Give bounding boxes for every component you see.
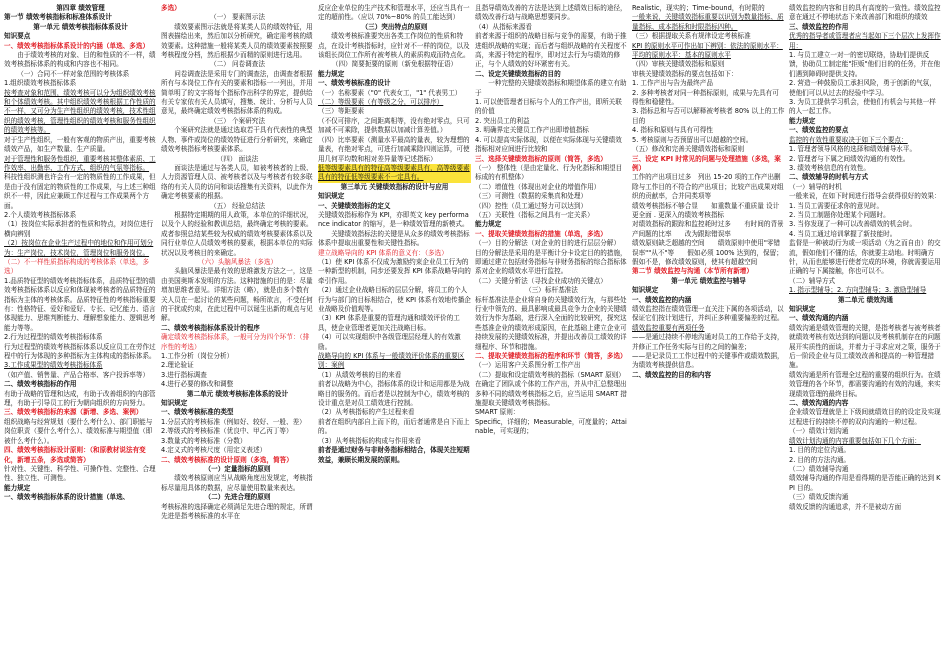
text-line: （六）头脑风暴法（多选） (197, 257, 278, 266)
text-line: （三）根据提取关系有规律设定考核标准 (632, 32, 751, 41)
text-line: 由于绩效考核的对象、目的和性质的不一样，绩效考核指标体系的构成和内容也不相同。 (4, 51, 156, 69)
text-line: 2. 营造一种鼓励员工承担风险，勇于创新的气氛，使他们可以从过去的经验中学习。 (789, 79, 936, 97)
text-line: 一般来说，在如下时间进行指导会获得很好的效果： (789, 192, 941, 201)
text-line: 科技性组织测也许会有一定的物质性的工作成果，但是由于没有固定的物质性的工作成果，与上述三种组织不一样，因此应兼顾工作过程与工作成果两个方面。 (4, 173, 156, 210)
text-line: Realistic，现实的；Time-bound，有时限的 (632, 4, 765, 12)
text-line: （一）定量指标的原则 (204, 464, 271, 473)
text-line: 二、绩效考核标准的设计原则（多选，简答） (161, 455, 293, 464)
text-line: 反应企业单位的生产技术和管理水平，还应当具有一定的超前性。（应以 70%~80% 的员工能达到） (318, 4, 470, 22)
text-line: 第二单元 绩效考核标准体系的设计 (186, 389, 289, 398)
text-line: 能力规定 (789, 116, 816, 125)
text-line: 二、绩效考核指标体系设计的程序 (161, 323, 260, 332)
text-line: ——是通过持续不停地沟通对员工的工作给予支持，并修正工作任务实际与目的之间的偏差； (632, 333, 784, 351)
text-line: 对于生产性组织，一般有客观的物质产出，重要考核绩效产品，如生产数量、生产质量。 (4, 135, 156, 154)
text-line: 4. 可以提高实际体现，以便在实际体现与关键绩效指标相对应间进行比较和 (475, 135, 622, 154)
text-line: 战略导向的 KPI 体系与一般绩效评价体系的重要区别：案例 (318, 352, 465, 370)
text-line: 关键绩效指标称作为 KPI，亦即英文 key performance indicator 的缩写，是一种绩效管理的新模式。 (318, 210, 469, 229)
text-line: 标杆基准法是企业将自身的关键绩效行为，与那些处行业中领先的、最具影响成最具竞争力企业的关键绩效行为作为基础，进行深入全面的比较研究，探究这些基准企业的绩效形成原因，在此基础上建立企业可持续发展的关键绩效标准，并提出改善员工绩效的详细程序、环节和措施。 (475, 295, 627, 351)
text-line: 一、绩效监控的内涵 (632, 295, 692, 304)
text-line: 绩效要素图示法就是将某类人员的绩效特征，用图表描绘出来，然后加以分析研究，确定需考核的绩效要素。这种措施一般将某类人员的绩效要素按照要考核程度分档，然后根据少而精的原则进行选用。 (161, 22, 313, 60)
text-line: （四） 面谈法 (216, 154, 259, 163)
text-line: （3）KPI 体系是重要的管理沟通和绩效评价的工具，使企业管理者更加关注战略目标。 (318, 314, 460, 332)
text-line: 3.进行指标调查 (161, 370, 207, 379)
text-line: 工作的产出项目过多 列出 15-20 项的工作产出删除与工作目的不符合的产出项目；比较产出成果对组织的贡献率，合并同类项等 (632, 173, 784, 201)
text-line: 1.工作分析（岗位分析） (161, 352, 234, 361)
text-line: 考核标准的选择确定必须满足先进合理的规定，所谓先进是指考核标准的水平在 (161, 502, 313, 520)
text-line: 1. 管理者领导风格的选择和绩效辅导水平。 (789, 145, 917, 154)
text-line: 行为过程型的绩效考核指标体系以反应员工在劳作过程中的行为体现的多种指标为主体构成的指标体系。 (4, 342, 156, 361)
text-line: （三）绩效反馈沟通 (789, 493, 849, 502)
text-line: （一）绩效计划沟通 (789, 427, 849, 436)
text-line: （一）名称要素（"0" 代表女工，"1" 代表男工） (318, 88, 462, 97)
text-line: （一）合同不一样对象范围的考核体系 (17, 69, 130, 78)
text-line: 知识规定 (161, 399, 188, 408)
text-line: 针对性、关键性、科学性、可操作性、完整性、合理性、独立性、可测性。 (4, 464, 156, 483)
column-6 (789, 4, 942, 670)
text-line: 绩效考核标准要突出各类工作岗位的性质和特点，在设计考核指标时，应针对不一样的岗位，以及该组长岗位工作所有被考核人的素质构成而特点化。 (318, 32, 470, 60)
text-line: 绩效反馈的沟通追求，并不是被动方面 (789, 502, 902, 511)
text-line: 知识要点 (4, 32, 31, 41)
text-line: 2. 突出员工的利益 (475, 116, 530, 125)
text-line: （二）等级要素（有等级之分，可以排序） (318, 98, 444, 107)
text-line: 2. 管理者与下属之间绩效沟通的有效性。 (789, 154, 910, 163)
text-line: 有助于战略的管理和达成，有助于改善组织的内部管理，有助于引导员工的行为朝向组织的方向努力。 (4, 389, 156, 408)
text-line: 3. 明确界定关键员工作产出即增值指标 (475, 126, 589, 135)
text-line: 一般来说，关键绩效指标重要以识别为数量指标、质量指标、成本指标和时限指标四种。 (632, 13, 784, 31)
text-line: 企业绩效管理就是上下级间就绩效目的的设定及实现过程进行的持续不停的双向沟通的一种过程。 (789, 408, 941, 426)
text-line: 绩效原则缺乏超越的空间 绩效原则中使用"零错误率""从不"等 假如必须 100% 达到的，保留；假如不是，修改绩效原则，使其有超越空间 (632, 239, 783, 266)
text-line: 面谈法是通过与各类人员，如被考核者的上级、人力资源管理人员、被考核者以及与考核者有较多联络的有关人员的访问和谈话搜集有关资料，以此作为确定考核要素的根据。 (161, 163, 313, 201)
text-line: （三）标杆基准法 (525, 286, 578, 295)
text-line: （2）从考核指标的产生过程来看 (318, 408, 415, 417)
text-line: 3. 绩效考核信息的有效性。 (789, 163, 870, 172)
text-line: 监督是一种被动行为或一项活动（为之而自由）的交流，假如他们不懂的话，你就要主动地。时明确方针，从而也能够进行使者完成的环境，你就需要运用正确的与下属接触，你也可以不。 (789, 239, 941, 276)
text-line: 三、绩效考核指标的来源（新增、多选、案例） (4, 408, 143, 417)
text-line: 问卷调查法是采用专门的调查法，由调查者根据所有与本岗位工作有关的要素和指标一一列出，并用简单明了的文字将每个指标作出科学的界定，提供给有关专家依有关人员填写，搜集、统计、分析与人员意见，最终确定绩效考核指标体系的构成。 (161, 69, 313, 116)
text-line: 1.组织绩效考核指标体系 (4, 79, 77, 88)
text-line: （二）不一样性质指标构成的考核体系（单选，多选） (4, 257, 150, 276)
column-5 (632, 4, 785, 670)
text-line: （1）按岗位实际承担者的性质和特点，对岗位进行横向辨别 (4, 220, 154, 238)
text-line: （三）突出特点的原则 (361, 22, 428, 31)
text-line: 第四章 绩效管理 (56, 4, 105, 12)
text-line: 且指导绩效改善的方法是达到上述绩效目标的途径，绩效改善行动与战略思想要同步。 (475, 4, 627, 22)
text-line: 绩效考核原则应当从战略角度出发规定，考核指标尽量用具体的数据，应尽量使用数量来表达。 (161, 474, 313, 492)
text-line: （三）可测性（数据的采集真和处理） (475, 192, 588, 201)
text-line: 一、绩效考核标准的设计 (318, 79, 391, 88)
text-line: （二）关键分析法（寻找企业成功的关键点） (475, 276, 607, 285)
text-line: 绩效监控指在绩效管理一直关注下属的各项活动，以保证它们按计划进行，并纠正多种重要偏差的过程。 (632, 305, 784, 323)
text-line: （1）使 KPI 体系不仅成为激励约束企业员工行为的一种新型的机制，同步还要发挥 KPI 体系战略导向的牵引作用。 (318, 257, 471, 285)
text-line: 能力规定 (475, 220, 502, 229)
text-line: 1. 工作产出与告为最终产品 (632, 79, 713, 88)
text-line: 审核关键绩效指标的要点包括如下： (632, 69, 738, 78)
text-line: 三、设定 KPI 时常见的问题与处理措施（多选，案例） (632, 154, 781, 172)
text-line: 关键绩效指标法的关键是从众多的绩效考核指标体系中提取出重要性和关键性指标。 (318, 229, 470, 248)
text-line: （四）简要扼要的原则（新免根据特征语） (331, 60, 458, 69)
text-line: 第一单元 绩效监控与辅导 (671, 276, 746, 285)
text-line: 3.工作成果型的绩效考核指标体系 (4, 361, 103, 370)
text-line: 1.品质特征型的绩效考核指标体系，品质特征型的绩效考核指标体系以反应和体现被考核者的品质特征的指标为主体的考核体系。品质特征性的考核指标重要有：性格特征、爱好和爱好、专长、记忆能力、语言体现能力、思维判断能力、理解想象能力、逻辑思考能力等等。 (4, 276, 156, 332)
text-line: （五） 经验总结法 (210, 201, 265, 210)
text-line: 在确定了团队或个体的工作产出，并从中汇总整理出多种不同的绩效考核指标之后，应当运用 SMART 措施提取关键绩效考核指标。 (475, 380, 627, 408)
text-line: 四、绩效考核指标设计原则：（和原教材说法有变化，新增五条，多选或简答） (4, 446, 146, 464)
text-line: 1. 目的的定位沟通。 (789, 446, 851, 455)
text-line: （二）绩效辅导沟通 (789, 464, 849, 473)
text-line: 对于管理性和服务性组织，重要考核其整体素质、工作效率、出勤率、工作方式、组织的气氛等指标。 (4, 154, 156, 172)
text-line: 一、绩效考核指标体系设计的内涵（单选、多选） (4, 41, 150, 50)
text-line: （2）通过企业战略目标的层层分解，将员工的个人行为与部门的目标相结合，使 KPI 体系有效地传播企业战略及价值观等。 (318, 286, 471, 313)
text-line: （2）按岗位在企业生产过程中的地位和作用可划分为：生产岗位，技术岗位，管理岗位和服务岗位。 (4, 239, 154, 257)
text-line: 能力规定 (4, 483, 31, 492)
text-line: （二） 问卷调查法 (210, 60, 265, 69)
text-line: 3. 指标总和与否可以解释被考核者 80% 以上的工作目的 (632, 107, 785, 125)
text-line: 2.行为过程型的绩效考核指标体系 (4, 333, 103, 342)
text-line: 4. 当员工通过培训掌握了新技能时。 (789, 229, 897, 238)
text-line: 绩效沟通是所有管理全过程的重要的组织行为。在绩效管理的各个环节，都需要沟通的有效的沟通，来实现绩效管理的最终目标。 (789, 370, 941, 398)
text-line: （一）目的分解法（对企业的目的进行层层分解） (475, 239, 621, 248)
text-line: KPI 的原则水平可作出如下辨别：依法的原则水平：平均的原则水平：基本的原则水平 (632, 41, 783, 60)
text-line: 一、绩效考核标准的类型 (161, 408, 234, 417)
text-line: 第二节 绩效监控与沟通（本节所有新增） (632, 267, 753, 276)
text-line: 个案研究法就是通过选取若干具有代表性的典型人物、事件或岗位的绩效特征进行分析研究，来确定绩效考核指标考核要素体系。 (161, 126, 313, 154)
text-line: 3. 当你发现了一种可以改善绩效的机会时。 (789, 220, 917, 229)
text-line: （五）修改和完善关键绩效指标和原则 (632, 145, 745, 154)
text-line: （四）控性（员工通过努力可以达到） (475, 201, 588, 210)
text-line: 第二单元 绩效沟通 (837, 295, 894, 304)
text-line: 2.个人绩效考核指标体系 (4, 210, 77, 219)
text-line: 优秀的指导者或管理者应当起如下三个层次上发挥作用： (789, 32, 941, 50)
text-line: （四）比率要素（测量水平最高的量表，较为理想的量表，有绝对零点，可进行加减乘除四则运算，可使用几何平均数和相对差异量等记述指标） (318, 135, 470, 163)
text-line: 第一节 绩效考核指标和标准体系设计 (4, 13, 112, 22)
text-line: （三）等距要素 (318, 107, 365, 116)
text-line: 多选） (161, 4, 181, 12)
text-line: （二）增值性（体现出对企业的增值作用） (475, 182, 601, 191)
text-line: （4）可以实现组织中各级管理层经理人的有效激励。 (318, 333, 461, 351)
text-line: 4. 指标和原则与具有可得性 (632, 126, 713, 135)
text-line: 1. 当员工需要征求你的意见时。 (789, 201, 884, 210)
text-line: 组织战略与经营规划（要什么考什么）、部门职能与岗位职责（要什么考什么）、绩效标准与期望值（即被什么考什么）。 (4, 417, 153, 445)
text-line: 二、绩效辅导的时机与方式 (789, 173, 869, 182)
text-line: 2. 目的的方法沟通。 (789, 455, 851, 464)
text-line: 1. 与员工建立一对一的密切联络，协助们提供反馈，协助员工制定能"拒贩"他们目的的任务，并在他们遇到障碍时提供支持。 (789, 51, 941, 78)
column-1 (4, 4, 157, 670)
text-line: 4.进行必要的修改和调整 (161, 380, 234, 389)
text-line: 2.理论验证 (161, 361, 194, 370)
text-line: 前者以战略为中心，指标体系的设计和运用都是为战略目的服务的。而后者是以控制为中心，绩效考核的设计重点是对员工绩效进行控制。 (318, 380, 470, 408)
text-line: 绩效考核指标不够合显 如重数量不重质量 设计更全面 . 更深入的绩效考核指标 (632, 201, 780, 219)
text-line: （一） 整体性（是由定量化、行为化指标和期望目标成的有机整体） (475, 163, 623, 182)
text-line: 一、绩效沟通的内涵 (789, 314, 849, 323)
text-line: （二）先进合理的原则 (204, 493, 271, 502)
column-2 (161, 4, 314, 670)
text-line: Specific，详细的；Measurable，可度量的；Attainable，可实现的； (475, 417, 627, 436)
text-line: 二、绩效监控的目的和内容 (632, 370, 712, 379)
text-line: 第三单元 关键绩效指标的设计与应用 (340, 182, 449, 191)
text-line: 一、绩效考核指标体系的设计措施（单选、 (4, 493, 130, 502)
text-line: 前者是通过财务与非财务指标相结合，体现关注短期效益，兼顾长期发展的原则。 (318, 446, 470, 464)
text-line: 绩效监控的内容和目的具有高度的一致性。绩效监控意在通过不停地状态下来改善部门和组织的绩效 (789, 4, 941, 22)
text-line: 一、关键绩效指标的定义 (318, 201, 391, 210)
column-3 (318, 4, 471, 670)
text-line: 绩效计划沟通的内容重要包括如下几个方面： (789, 436, 921, 445)
text-line: 2.等级式的考核标准（优良中、甲乙丙丁等） (161, 427, 293, 436)
text-line: （一）运用客户关系图分析工作产出 (475, 361, 581, 370)
text-line: 绩效沟通是绩效管理的关键，是指考核者与被考核者就绩效考核有效达到的问题以及考核机制存在的问题展开实质性的面谈，并着力于寻求应对之策，服务于后一阶段企业与员工绩效改善和提高的一种管理措施。 (789, 323, 941, 370)
text-line: 二、设定关键绩效指标的目的 (475, 69, 561, 78)
text-line: 二、提取关键绩效指标的程序和环节（简答，多选） (475, 352, 627, 361)
text-line: 第一单元 绩效考核指标体系设计 (33, 22, 128, 31)
text-line: 对绩效指标的跟踪和监控耗时过多 有时间的背景产间题的比率 改为跟踪错误率 (632, 220, 784, 238)
text-line: （三） 个案研究法 (210, 116, 265, 125)
text-line: 绩效监控重要有两项任务 (632, 323, 705, 332)
text-line: 确定绩效考核指标体系，一般可分为四个环节：（排序性的考选） (161, 333, 310, 351)
text-line: 3. 为员工提供学习机会，使他们有机会与其他一样的人一起工作。 (789, 98, 936, 116)
text-line: （如产值、销售量、产品合格率、客户投诉率等） (4, 370, 150, 379)
text-line: 4.定义式的考核尺度（用定义表述） (161, 446, 267, 455)
text-line: 目的分解法是采用的是平衡计分卡设定目的的措施，即通过建立包括财务指标与非财务指标的综合指标体系对企业的绩效水平进行监控。 (475, 248, 627, 276)
text-line: 按考查对象和范围，绩效考核可以分为组织绩效考核和个体绩效考核。其中组织绩效考核根据工作性质的不一样，又可分为生产性组织的绩效考核，技术性组织的绩效考核，管理性组织的绩效考核和服务性组织的绩效考核等。 (4, 88, 156, 135)
text-line: 1. 指示型辅导；2. 方向型辅导；3. 激励型辅导 (789, 286, 927, 295)
text-line: 监控的有效性重要取决于如下三个要点： (789, 135, 908, 144)
text-line: （一）辅导的时机 (789, 182, 842, 191)
text-line: 三、选择关键绩效指标的原则（简答，多选） (475, 154, 607, 163)
text-line: 绩效辅导沟通的作用是看得期的是否能正确的达到 KPI 目的。 (789, 474, 941, 492)
text-line: 一、提取关键绩效指标的措施（单选，多选） (475, 229, 607, 238)
text-line: （二）辅导方式 (789, 276, 836, 285)
text-line: ——是记录员工工作过程中的关键事件或绩效数据，为绩效考核提供信息。 (632, 352, 784, 370)
text-line: 1. 可以使管理者目标与个人的工作产出，即所关联的价值 (475, 98, 622, 116)
text-line: 知识规定 (318, 192, 345, 201)
text-line: （4）从指标来源看 (475, 22, 532, 31)
text-line: 三、绩效监控的作用 (789, 22, 849, 31)
text-line: 前者来源于组织的战略目标与竞争的需要，有助于推进组织战略的实现；而后者与组织战略的有关程度不高，来源于特定的程序，即对过去行为与绩效的修正，与个人绩效的好坏紧密有关。 (475, 32, 627, 69)
text-line: 一种完整的关键绩效指标和期望体系的建立有助于 (475, 79, 627, 97)
text-line: SMART 原则： (475, 408, 520, 417)
text-line: 建立战略导向的 KPI 体系的意义有：（多选） (318, 248, 448, 257)
text-line: （二）提取和设定绩效考核的指标（SMART 原则） (475, 370, 625, 379)
column-4 (475, 4, 628, 670)
text-line: 低等级要素具有的特征高等级要素具有，高等级要素具有的特征低等级要素不一定具有。 (318, 163, 470, 182)
text-line: 2. 当员工制题你处理某个问题时。 (789, 210, 890, 219)
text-line: （一） 要素图示法 (210, 13, 265, 22)
text-line: （3）从考核指标的构成与作用来看 (318, 436, 422, 445)
text-line: 知识规定 (632, 286, 659, 295)
text-line: 知识规定 (789, 305, 816, 313)
text-line: 前者在组织内部自上而下的，而后者通常是自下而上的。 (318, 417, 470, 436)
text-line: 二、绩效考核指标的作用 (4, 380, 77, 389)
text-line: 根据特定期期的用人政策，本单位的详细状况，以及个人的经验和教训总结，最终确定考核的要素。成者参照总结某些较为权威的绩效考核要素体系以及同行业单位人员绩效考核的要素，根据本单位的实际状况以及考核目的来确定。 (161, 210, 313, 257)
text-line: 头脑风暴法是最有效的思维激发方法之一，这是由美国奥斯本发明的方法。这种措施的目的是：尽量增加思维者意见。详细方法（略），就是由多个数有关人员在一起讨论的某些问题，畅所欲言，不受任何的干扰或约束，在此过程中可以诞生出新的观点与见解。 (161, 267, 313, 323)
text-line: （五）关联性（指标之间具有一定关系） (475, 210, 594, 219)
text-line: 一、绩效监控的要点 (789, 126, 849, 135)
text-line: 2. 多种考核者对同一种指标原则，成果与先具有可得性和稳健性。 (632, 88, 779, 107)
text-line: （四）审核关键绩效指标和原则 (632, 60, 725, 69)
text-line: 5. 考核原则与否预留出可以超越的空间。 (632, 135, 753, 144)
text-line: 3.数量式的考核标准（分数） (161, 436, 247, 445)
text-line: 能力规定 (318, 69, 345, 78)
text-line: 二、绩效沟通的内容 (789, 399, 849, 408)
text-line: （不仅可排序，之间距离相等，没有绝对零点，只可加减不可乘除，提供数据以加减计算差值。） (318, 116, 470, 135)
text-line: （1）从绩效考核的目的来看 (318, 370, 402, 379)
text-line: 1.分层式的考核标准（例如好、较好、一般、差） (161, 417, 306, 426)
